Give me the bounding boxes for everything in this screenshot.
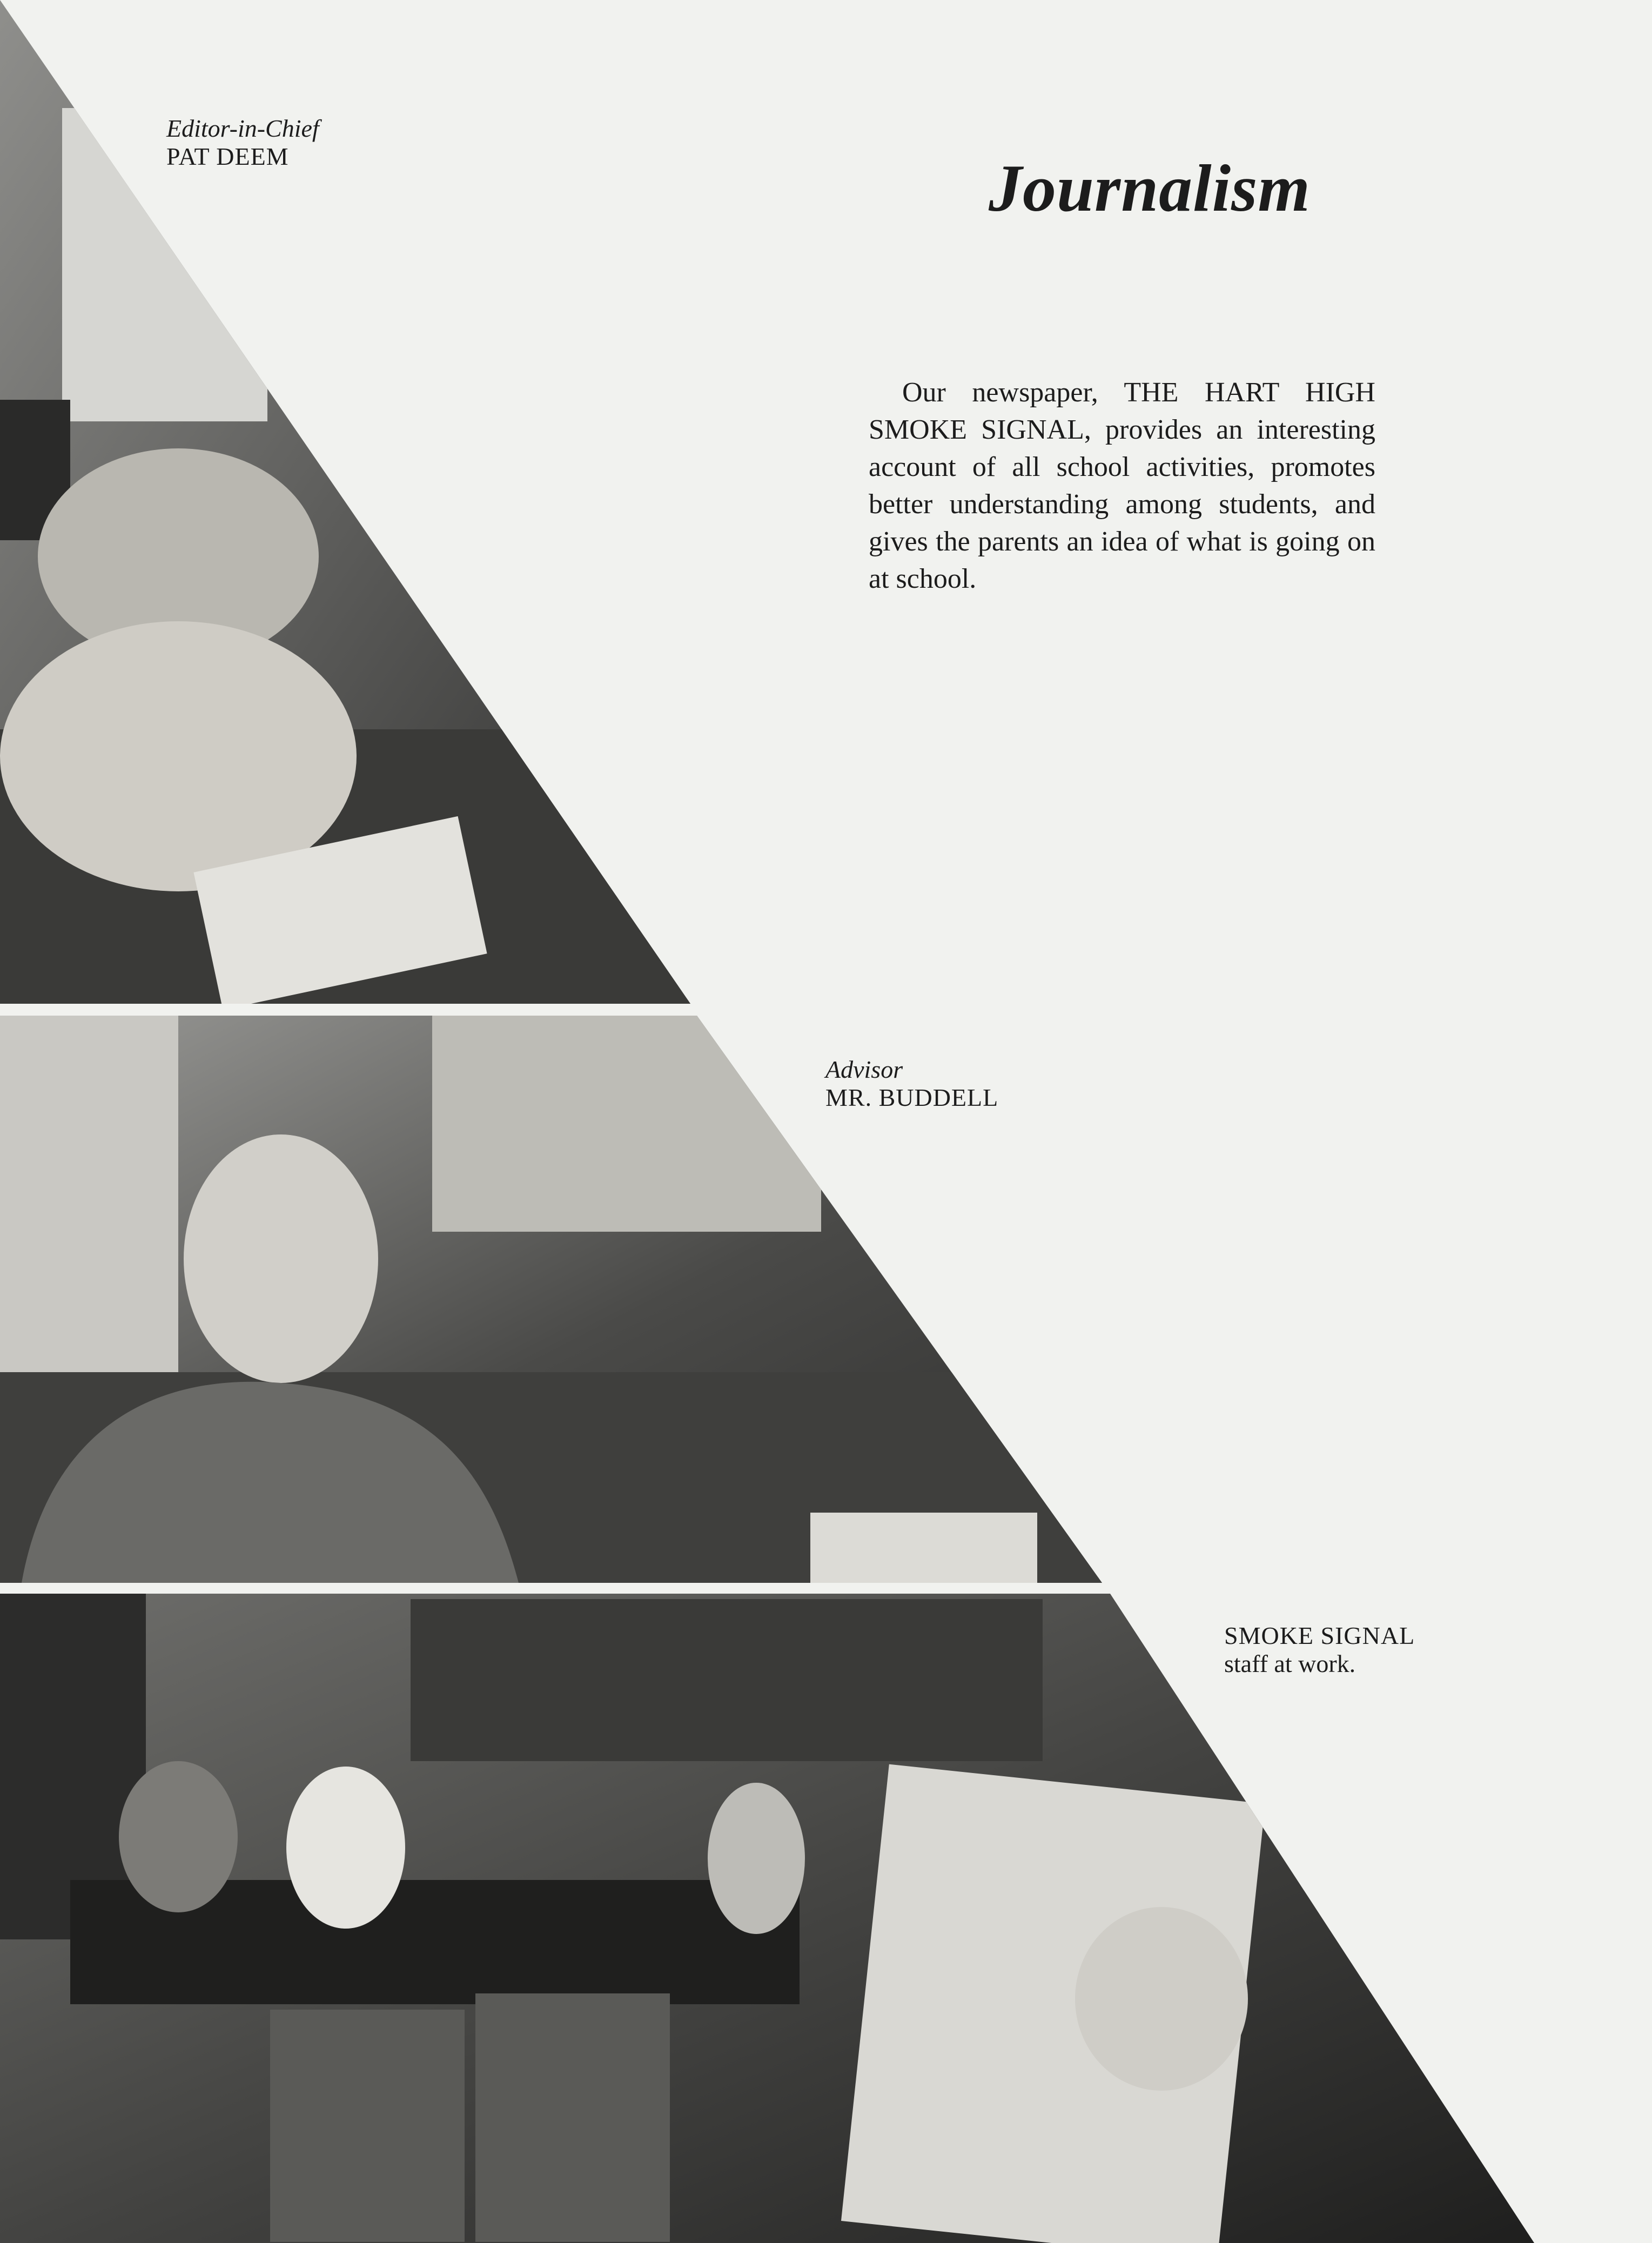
page-title: Journalism: [989, 151, 1311, 225]
advisor-figure: [184, 1134, 378, 1383]
caption-advisor: [825, 1056, 998, 1111]
advisor-name: MR. BUDDELL: [825, 1083, 999, 1111]
editor-role: Editor-in-Chief: [166, 115, 319, 142]
bulletin-board: [432, 1016, 821, 1232]
staff-caption-line2: staff at work.: [1224, 1649, 1356, 1677]
advisor-role: Advisor: [825, 1056, 903, 1083]
photo-editor: [0, 0, 702, 1010]
caption-staff: [1224, 1622, 1415, 1677]
staff-caption-line1: SMOKE SIGNAL: [1224, 1622, 1415, 1649]
caption-editor: [166, 115, 319, 170]
body-paragraph: Our newspaper, THE HART HIGH SMOKE SIGNAL, provides an interesting account of all school activities, promotes better understanding among students, and gives the parents an idea of what is going on at school.: [869, 377, 1375, 594]
editor-name: PAT DEEM: [166, 142, 289, 170]
photo-staff: [0, 1594, 1534, 2243]
